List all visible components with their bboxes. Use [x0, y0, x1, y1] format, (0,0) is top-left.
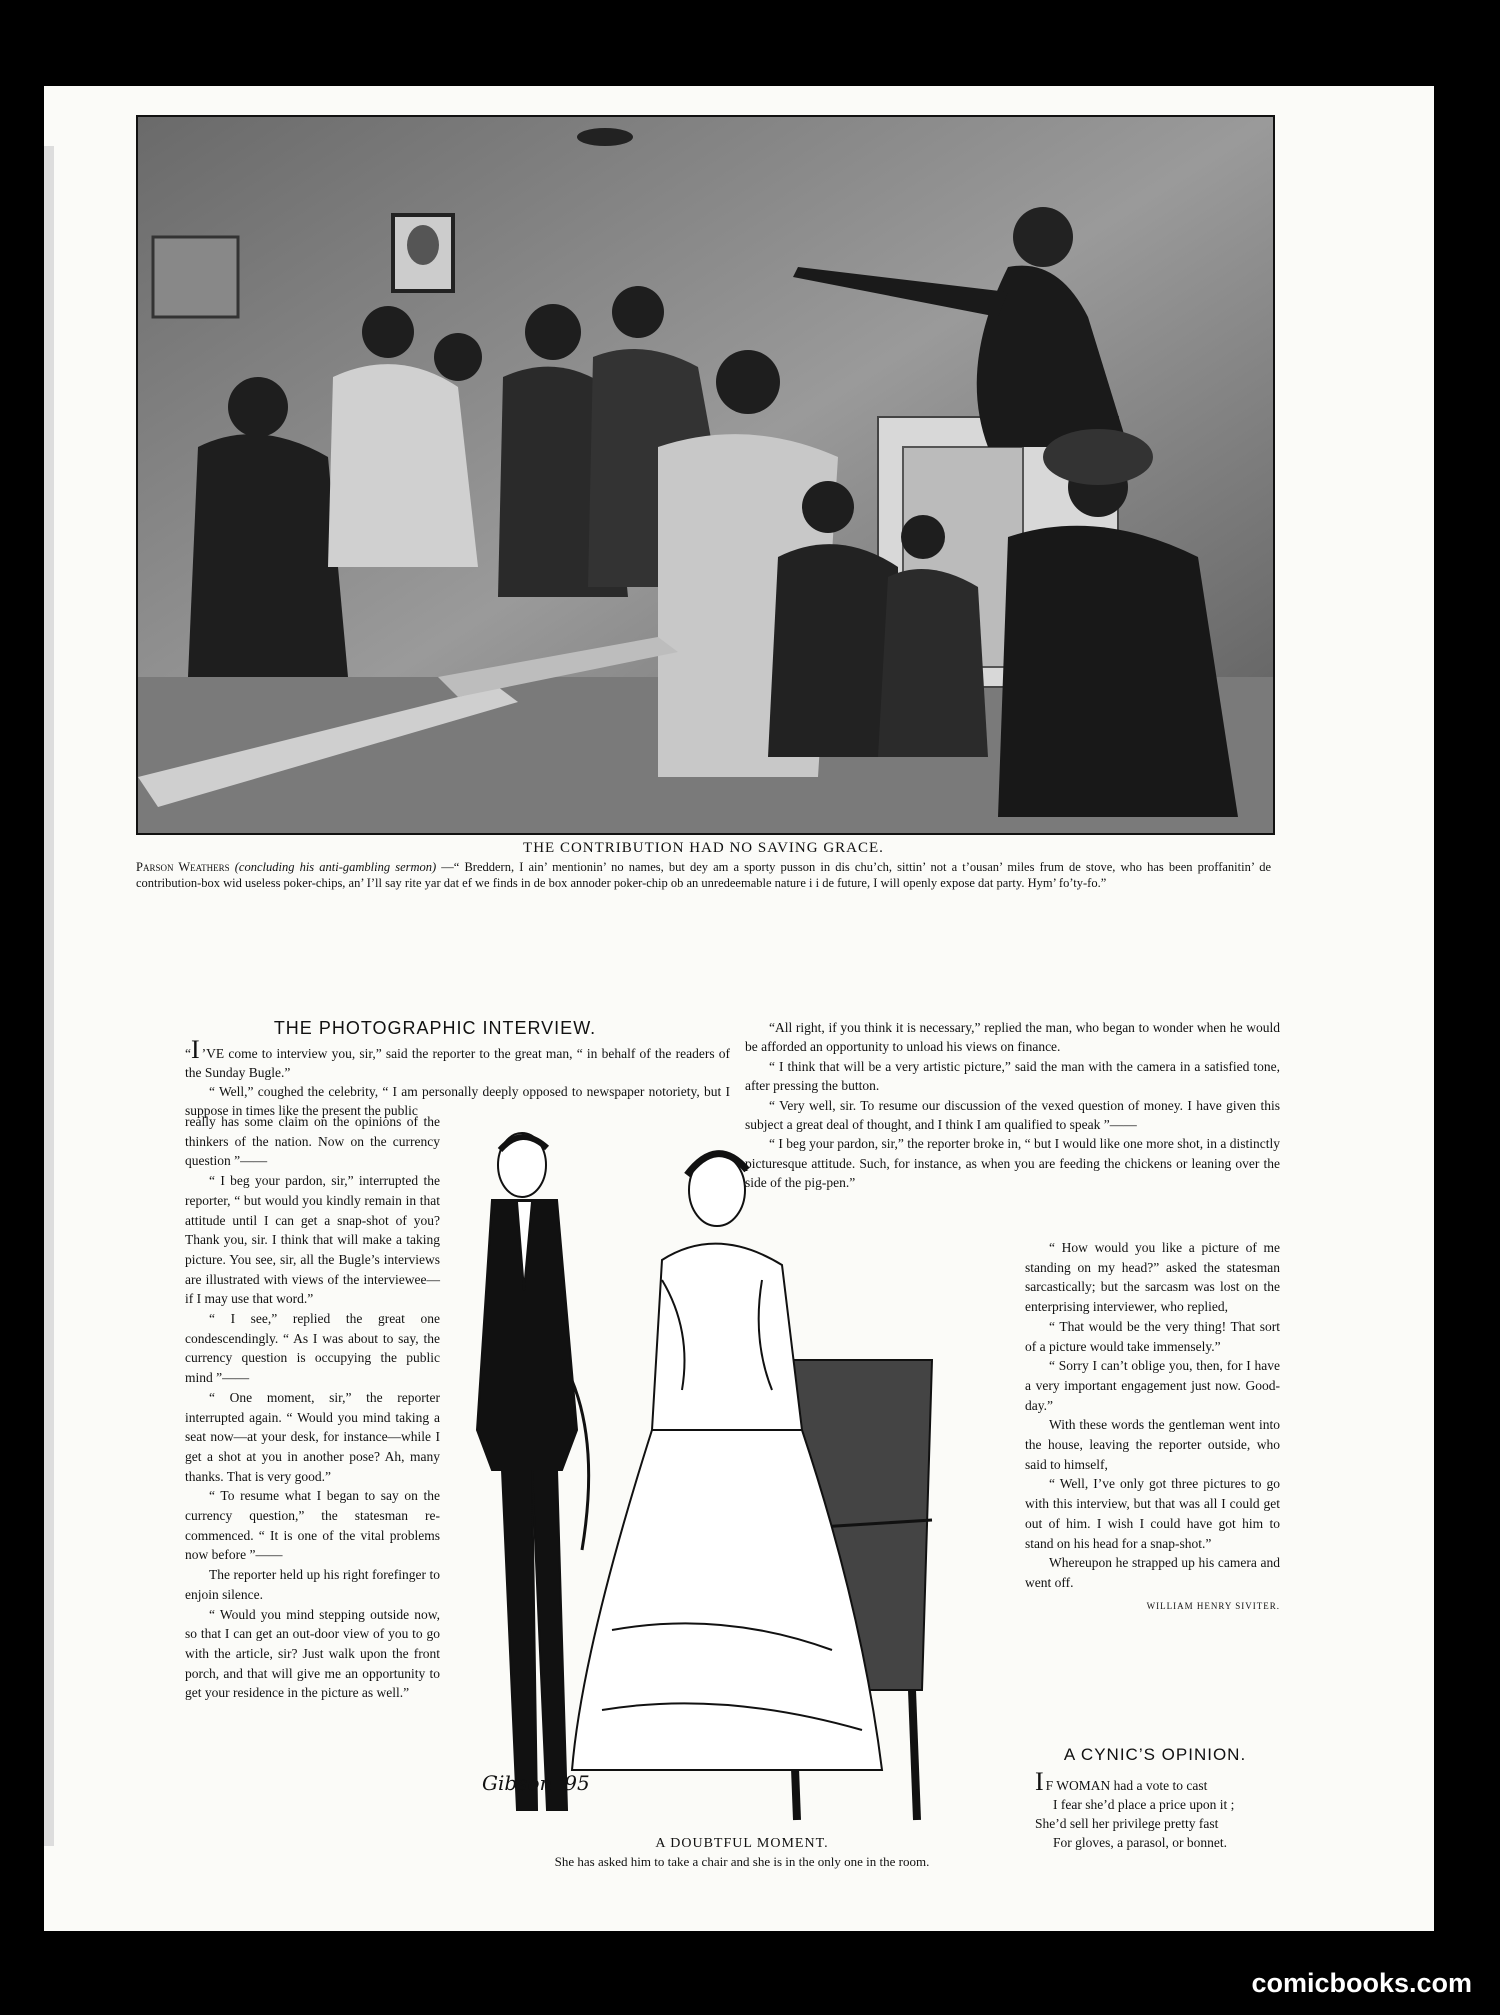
- opening-quote-mark: “: [185, 1046, 191, 1061]
- story-paragraph: “ Sorry I can’t oblige you, then, for I have a very important engagement just now. Good-day.”: [1025, 1358, 1280, 1413]
- story-paragraph: “ To resume what I began to say on the currency question,” the statesman re-commenced. “ It is one of the vital problems now before ”——: [185, 1488, 440, 1563]
- sermon-caption-title: THE CONTRIBUTION HAD NO SAVING GRACE.: [523, 840, 884, 856]
- story-paragraph: “ I beg your pardon, sir,” the reporter broke in, “ but I would like one more shot, in a distinctly picturesque attitude. Such, for instance, as when you are feeding the chickens or leaning over the side of the pig-pen.”: [745, 1136, 1280, 1191]
- doubtful-moment-drawing: [462, 1130, 1022, 1840]
- story-paragraph: “ Well, I’ve only got three pictures to go with this interview, but that was all I could get out of him. I wish I could have got him to stand on his head for a snap-shot.”: [1025, 1476, 1280, 1551]
- story-column-right: [1025, 1238, 1280, 1616]
- poem-line: She’d sell her privilege pretty fast: [1035, 1816, 1219, 1831]
- story-dropcap: I: [191, 1035, 200, 1064]
- story-heading: THE PHOTOGRAPHIC INTERVIEW.: [273, 1018, 597, 1038]
- story-opening: [185, 1035, 730, 1120]
- story-byline: WILLIAM HENRY SIVITER.: [1146, 1600, 1280, 1611]
- poem-line: I fear she’d place a price upon it ;: [1053, 1797, 1235, 1812]
- story-paragraph: [185, 1035, 730, 1082]
- story-paragraph: The reporter held up his right forefinger to enjoin silence.: [185, 1567, 440, 1602]
- story-paragraph: really has some claim on the opinions of the thinkers of the nation. Now on the currency question ”——: [185, 1114, 440, 1169]
- story-paragraph: With these words the gentleman went into the house, leaving the reporter outside, who said to himself,: [1025, 1417, 1280, 1472]
- story-paragraph: “ I see,” replied the great one condescendingly. “ As I was about to say, the currency question is occupying the public mind ”——: [185, 1311, 440, 1386]
- story-paragraph: “ I beg your pardon, sir,” interrupted the reporter, “ but would you kindly remain in that attitude until I can get a snap-shot of you? Thank you, sir. I think that will make a taking picture. You see, sir, all the Bugle’s interviews are illustrated with views of the interviewee—if I may use that word.”: [185, 1173, 440, 1307]
- sermon-caption-direction: (concluding his anti-gambling sermon): [234, 860, 437, 874]
- poem-line: For gloves, a parasol, or bonnet.: [1053, 1835, 1227, 1850]
- sermon-illustration-drawing: [138, 117, 1273, 833]
- story-column-left: [185, 1112, 440, 1703]
- story-paragraph: “ How would you like a picture of me standing on my head?” asked the statesman sarcastically; but the sarcasm was lost on the enterprising interviewer, who replied,: [1025, 1240, 1280, 1315]
- poem-line: [1035, 1767, 1285, 1796]
- page-gutter: [44, 146, 54, 1846]
- illustration-signature: Gibson '95: [482, 1771, 590, 1795]
- illustration-title: A DOUBTFUL MOMENT.: [655, 1836, 829, 1851]
- poem-dropcap: I: [1035, 1767, 1044, 1796]
- story-paragraph: “ That would be the very thing! That sort of a picture would take immensely.”: [1025, 1318, 1280, 1354]
- story-paragraph: “ I think that will be a very artistic picture,” said the man with the camera in a satisfied tone, after pressing the button.: [745, 1058, 1280, 1094]
- story-paragraph-1: ’VE come to interview you, sir,” said the reporter to the great man, “ in behalf of the readers of the Sunday Bugle.”: [185, 1046, 730, 1080]
- story-paragraph: Whereupon he strapped up his camera and went off.: [1025, 1555, 1280, 1590]
- poem-line-1: F WOMAN had a vote to cast: [1045, 1778, 1208, 1793]
- sermon-caption-quote: —“ Breddern, I ain’ mentionin’ no names, but dey am a sporty pusson in dis chu’ch, sittin’ not a t’ousan’ miles frum de stove, who has been proffanitin’ de contribution-box wid useless poker-chips, an’ I’ll say rite yar dat ef we finds in de box annoder poker-chip ob an unredeemable nature i i de future, I will openly expose dat party. Hym’ fo’ty-fo.”: [136, 860, 1271, 890]
- story-paragraph: “ Would you mind stepping outside now, so that I can get an out-door view of you to go with the article, sir? Just walk upon the front porch, and that will give me an opportunity to get your residence in the picture as well.”: [185, 1606, 440, 1701]
- story-paragraph: “All right, if you think it is necessary,” replied the man, who began to wonder when he would be afforded an opportunity to unload his views on finance.: [745, 1020, 1280, 1055]
- sermon-illustration: [136, 115, 1275, 835]
- poem-heading: A CYNIC’S OPINION.: [1063, 1745, 1247, 1764]
- poem: [1035, 1767, 1285, 1852]
- doubtful-moment-illustration: [462, 1130, 1022, 1840]
- story-paragraph: “ One moment, sir,” the reporter interrupted again. “ Would you mind taking a seat now—at your desk, for instance—while I get a shot at you in another pose? Ah, many thanks. That is very good.”: [185, 1389, 440, 1484]
- sermon-caption-speaker: Parson Weathers: [136, 860, 230, 874]
- watermark: comicbooks.com: [1251, 1968, 1472, 1998]
- story-paragraph: “ Very well, sir. To resume our discussion of the vexed question of money. I have given this subject a great deal of thought, and I think I am qualified to speak ”——: [745, 1097, 1280, 1133]
- sermon-caption: [136, 859, 1271, 891]
- illustration-caption: She has asked him to take a chair and she is in the only one in the room.: [554, 1854, 930, 1869]
- story-paragraph-2: “ Well,” coughed the celebrity, “ I am personally deeply opposed to newspaper notoriety, but I suppose in times like the present the public: [185, 1084, 730, 1118]
